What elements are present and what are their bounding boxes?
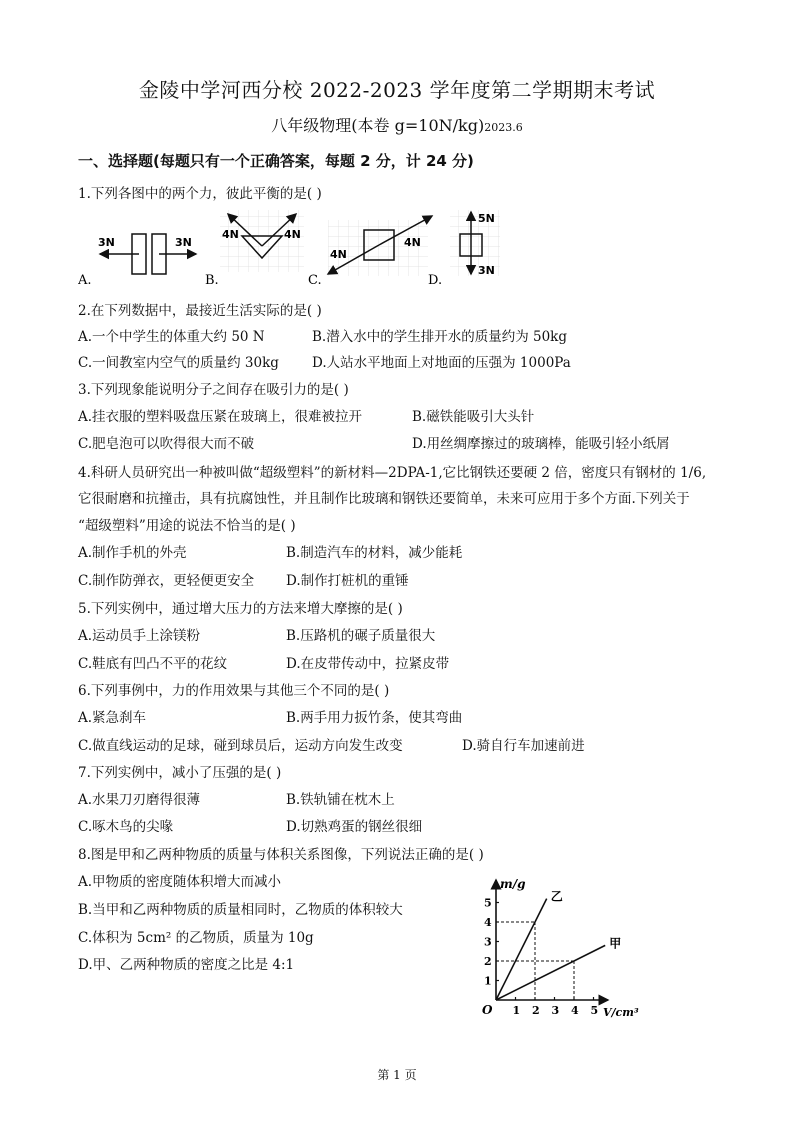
force-label-a-left: 3N [98,236,115,249]
q6-option-c[interactable]: C.做直线运动的足球，碰到球员后，运动方向发生改变 [78,738,403,754]
q6-option-b[interactable]: B.两手用力扳竹条，使其弯曲 [286,710,463,726]
q3-option-b[interactable]: B.磁铁能吸引大头针 [412,409,535,425]
q1-stem: 1.下列各图中的两个力，彼此平衡的是( ) [78,186,322,202]
q7-option-a[interactable]: A.水果刀刃磨得很薄 [78,792,201,808]
q6-option-a[interactable]: A.紧急刹车 [78,710,147,726]
page-footer: 第 1 页 [377,1068,417,1082]
q4-option-d[interactable]: D.制作打桩机的重锤 [286,573,409,589]
q2-stem: 2.在下列数据中，最接近生活实际的是( ) [78,303,322,319]
q4-stem-line2: 它很耐磨和抗撞击，具有抗腐蚀性，并且制作比玻璃和钢铁还要简单，未来可应用于多个方面.下列关于 [78,491,690,507]
series-label-jia: 甲 [609,936,622,951]
q5-option-d[interactable]: D.在皮带传动中，拉紧皮带 [286,656,450,672]
q2-option-a[interactable]: A.一个中学生的体重大约 50 N [78,329,265,345]
q7-option-b[interactable]: B.铁轨铺在枕木上 [286,792,395,808]
force-label-b-right: 4N [284,228,301,241]
section-heading: 一、选择题(每题只有一个正确答案，每题 2 分，计 24 分) [78,152,474,170]
force-label-d-bottom: 3N [478,264,495,277]
y-tick-label: 2 [484,955,492,968]
q7-stem: 7.下列实例中，减小了压强的是( ) [78,765,282,781]
force-label-d-top: 5N [478,212,495,225]
q3-option-a[interactable]: A.挂衣服的塑料吸盘压紧在玻璃上，很难被拉开 [78,409,363,425]
q8-option-c[interactable]: C.体积为 5cm² 的乙物质，质量为 10g [78,930,314,946]
x-tick-label: 3 [551,1004,560,1017]
q4-stem-line3: “超级塑料”用途的说法不恰当的是( ) [78,518,296,534]
q3-option-d[interactable]: D.用丝绸摩擦过的玻璃棒，能吸引轻小纸屑 [412,436,670,452]
y-axis-label: m/g [500,877,526,891]
q4-option-a[interactable]: A.制作手机的外壳 [78,545,187,561]
q5-stem: 5.下列实例中，通过增大压力的方法来增大摩擦的是( ) [78,601,403,617]
q2-option-d[interactable]: D.人站水平地面上对地面的压强为 1000Pa [312,355,571,371]
q7-option-d[interactable]: D.切熟鸡蛋的钢丝很细 [286,819,423,835]
x-axis-label: V/cm³ [603,1006,639,1019]
q4-option-c[interactable]: C.制作防弹衣，更轻便更安全 [78,573,255,589]
origin-label: O [482,1003,493,1017]
q2-option-b[interactable]: B.潜入水中的学生排开水的质量约为 50kg [312,329,568,345]
q5-option-b[interactable]: B.压路机的碾子质量很大 [286,628,436,644]
q4-stem-line1: 4.科研人员研究出一种被叫做“超级塑料”的新材料—2DPA-1,它比钢铁还要硬 2 倍，密度只有钢材的 1/6, [78,465,707,481]
q1-label-b: B. [205,273,219,288]
y-tick-label: 4 [484,916,492,929]
subtitle-date: 2023.6 [484,121,523,134]
force-label-c-left: 4N [330,248,347,261]
q4-option-b[interactable]: B.制造汽车的材料，减少能耗 [286,545,463,561]
q3-option-c[interactable]: C.肥皂泡可以吹得很大而不破 [78,436,255,452]
subtitle-main: 八年级物理(本卷 g=10N/kg) [271,116,485,135]
series-line-jia [496,945,605,1000]
q1-figures [78,206,518,288]
y-tick-label: 3 [484,935,492,949]
q5-option-a[interactable]: A.运动员手上涂镁粉 [78,628,201,644]
force-label-a-right: 3N [175,236,192,249]
q2-option-c[interactable]: C.一间教室内空气的质量约 30kg [78,355,279,371]
mass-volume-graph [470,872,650,1022]
y-tick-label: 5 [484,896,492,910]
q1-label-a: A. [78,273,92,288]
exam-title: 金陵中学河西分校 2022-2023 学年度第二学期期末考试 [138,78,656,102]
q1-label-c: C. [308,273,322,288]
exam-subtitle [0,113,794,136]
q5-option-c[interactable]: C.鞋底有凹凸不平的花纹 [78,656,228,672]
series-label-yi: 乙 [550,889,563,904]
q1-label-d: D. [428,273,443,288]
y-tick-label: 1 [484,974,492,988]
q6-stem: 6.下列事例中，力的作用效果与其他三个不同的是( ) [78,683,390,699]
x-tick-label: 1 [512,1004,521,1017]
x-tick-label: 5 [590,1004,599,1017]
series-line-yi [496,899,547,1000]
force-label-b-left: 4N [222,228,239,241]
q8-option-a[interactable]: A.甲物质的密度随体积增大而减小 [78,874,282,890]
q8-option-b[interactable]: B.当甲和乙两种物质的质量相同时，乙物质的体积较大 [78,902,403,918]
q8-stem: 8.图是甲和乙两种物质的质量与体积关系图像，下列说法正确的是( ) [78,847,484,863]
x-tick-label: 4 [571,1004,579,1017]
q3-stem: 3.下列现象能说明分子之间存在吸引力的是( ) [78,382,349,398]
force-label-c-right: 4N [404,236,421,249]
q7-option-c[interactable]: C.啄木鸟的尖喙 [78,819,174,835]
q6-option-d[interactable]: D.骑自行车加速前进 [462,738,585,754]
x-tick-label: 2 [532,1004,540,1017]
q8-option-d[interactable]: D.甲、乙两种物质的密度之比是 4:1 [78,957,295,973]
